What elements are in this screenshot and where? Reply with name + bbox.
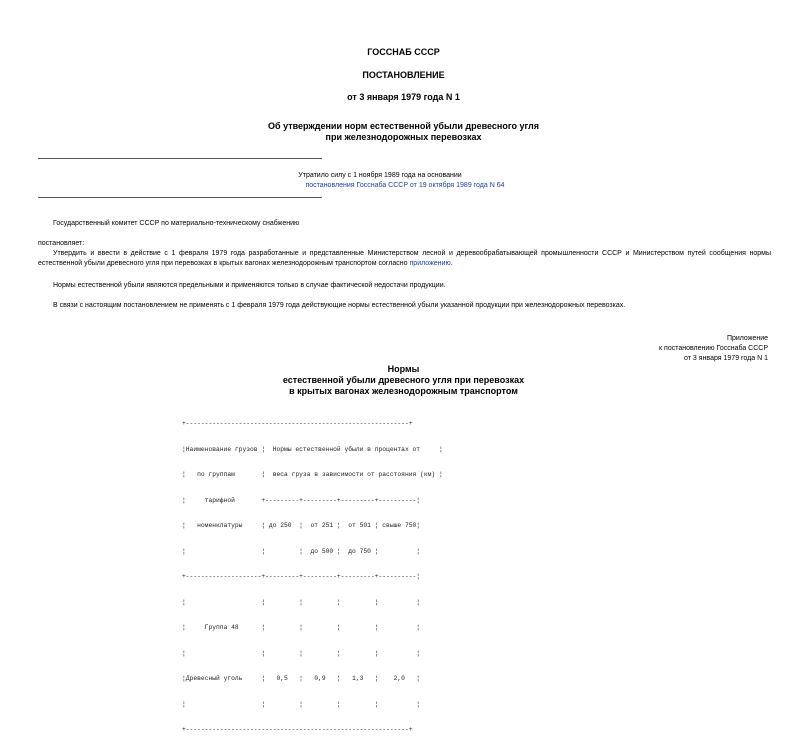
paragraph-1-text: Утвердить и ввести в действие с 1 февраля 1979 года разработанные и представленные Министерством лесной и деревообрабатывающей промышленности СССР и Министерством путей сообщения нормы естественной убыли древесного угля при перевозках в крытых вагонах железнодорожным транспортом согласно — [38, 250, 771, 267]
paragraph-2: Нормы естественной убыли являются предельными и применяются только в случае фактической недостачи продукции. — [53, 282, 446, 289]
document-title-line2: при железнодорожных перевозках — [325, 132, 482, 142]
decrees-text: постановляет: — [38, 240, 85, 247]
divider-bottom — [38, 197, 322, 198]
document-date: от 3 января 1979 года N 1 — [347, 92, 460, 102]
appendix-label: Приложение — [726, 335, 768, 342]
divider-top — [38, 158, 322, 159]
table-row: ¦ ¦ ¦ ¦ ¦ ¦ — [182, 598, 421, 606]
table-border-top: +-----------------------------------------------------------+ — [182, 420, 413, 427]
appendix-title-line1: Нормы — [387, 364, 420, 374]
table-row: ¦ Группа 48 ¦ ¦ ¦ ¦ ¦ — [182, 624, 421, 631]
norms-table — [182, 403, 443, 743]
document-type: ПОСТАНОВЛЕНИЕ — [362, 70, 445, 80]
status-link[interactable]: постановления Госснаба СССР от 19 октября 1989 года N 64 — [305, 182, 505, 189]
table-border-bottom: +-----------------------------------------------------------+ — [182, 726, 413, 733]
table-row: ¦Древесный уголь ¦ 0,5 ¦ 0,9 ¦ 1,3 ¦ 2,0 ¦ — [182, 675, 421, 682]
org-name: ГОССНАБ СССР — [367, 47, 440, 57]
appendix-title-line2: естественной убыли древесного угля при перевозках — [282, 375, 525, 385]
table-row: ¦ ¦ ¦ ¦ ¦ ¦ — [182, 649, 421, 657]
appendix-ref-line1: к постановлению Госснаба СССР — [659, 345, 768, 352]
status-text: Утратило силу с 1 ноября 1989 года на основании — [298, 172, 462, 179]
table-row: ¦Наименование грузов ¦ Нормы естественной убыли в процентах от ¦ — [182, 445, 443, 453]
table-row: ¦ по группам ¦ веса груза в зависимости от расстояния (км) ¦ — [182, 471, 443, 478]
document-title-line1: Об утверждении норм естественной убыли древесного угля — [268, 121, 539, 131]
table-row: +--------------------+---------+---------+---------+----------¦ — [182, 573, 421, 580]
table-row: ¦ ¦ ¦ ¦ ¦ ¦ — [182, 700, 421, 708]
table-row: ¦ тарифной +---------+---------+---------+----------¦ — [182, 496, 421, 504]
committee-text: Государственный комитет СССР по материально-техническому снабжению — [53, 220, 300, 227]
table-row: ¦ номенклатуры ¦ до 250 ¦ от 251 ¦ от 501 ¦ свыше 750¦ — [182, 522, 421, 529]
appendix-link[interactable]: приложению — [409, 260, 451, 267]
paragraph-3: В связи с настоящим постановлением не применять с 1 февраля 1979 года действующие нормы естественной убыли указанной продукции при железнодорожных перевозках. — [53, 302, 626, 309]
paragraph-1 — [38, 249, 771, 269]
paragraph-1-end: . — [450, 260, 453, 267]
appendix-title-line3: в крытых вагонах железнодорожным транспортом — [289, 386, 518, 396]
appendix-ref-line2: от 3 января 1979 года N 1 — [684, 355, 768, 362]
table-row: ¦ ¦ ¦ до 500 ¦ до 750 ¦ ¦ — [182, 547, 421, 555]
